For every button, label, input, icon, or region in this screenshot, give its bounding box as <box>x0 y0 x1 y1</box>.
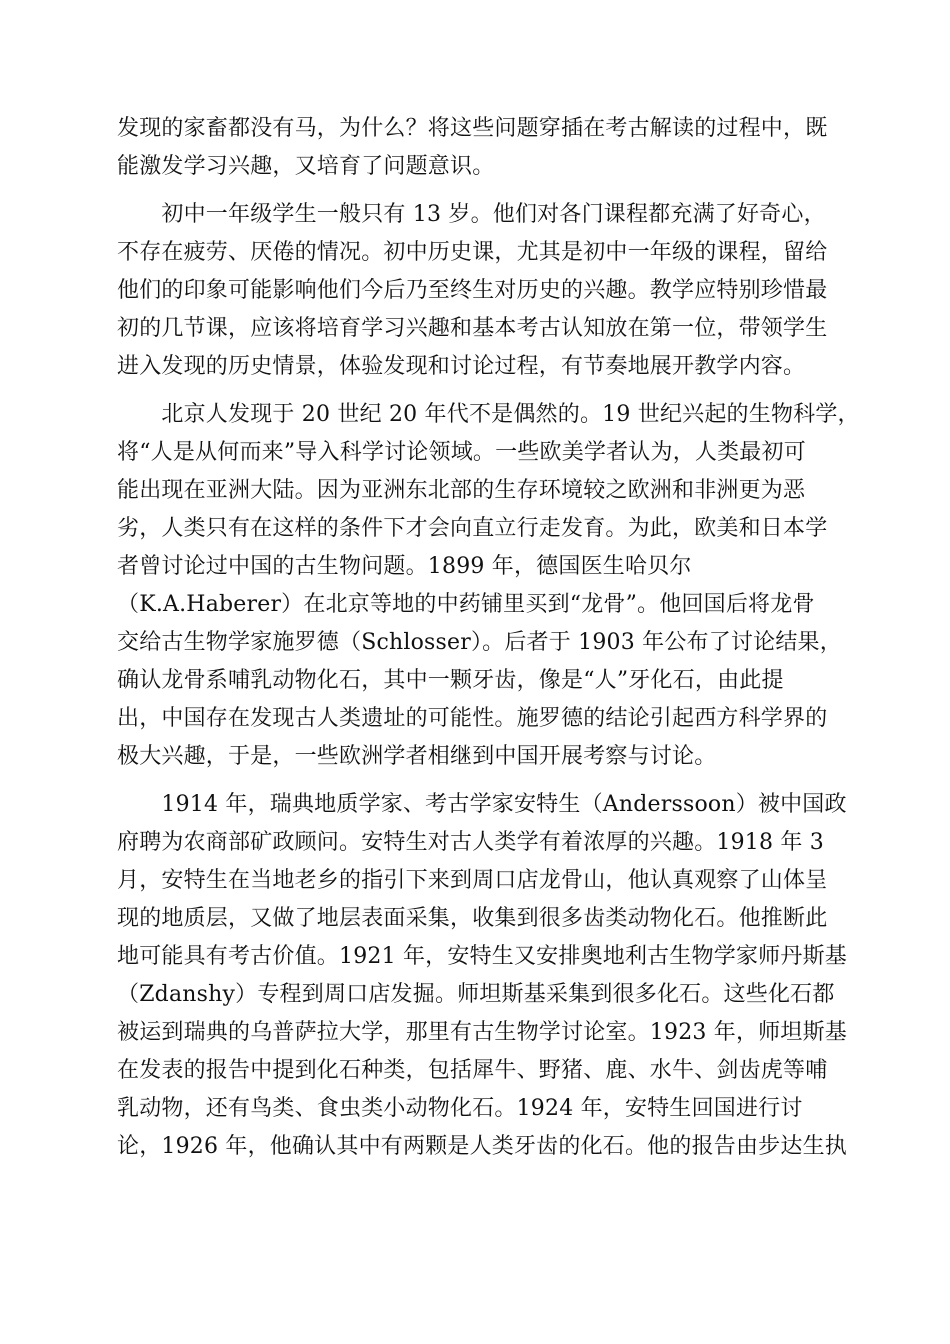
text-line: 能出现在亚洲大陆。因为亚洲东北部的生存环境较之欧洲和非洲更为恶 <box>117 478 806 503</box>
text-line: 乳动物，还有鸟类、食虫类小动物化石。1924 年，安特生回国进行讨 <box>117 1096 803 1121</box>
paragraph-4 <box>117 786 847 1166</box>
text-line: 进入发现的历史情景，体验发现和讨论过程，有节奏地展开教学内容。 <box>117 354 806 379</box>
text-line: 月，安特生在当地老乡的指引下来到周口店龙骨山，他认真观察了山体呈 <box>117 868 828 893</box>
text-line: 在发表的报告中提到化石种类，包括犀牛、野猪、鹿、水牛、剑齿虎等哺 <box>117 1058 828 1083</box>
text-line: 劣，人类只有在这样的条件下才会向直立行走发育。为此，欧美和日本学 <box>117 516 828 541</box>
text-line: 发现的家畜都没有马，为什么？将这些问题穿插在考古解读的过程中，既 <box>117 116 828 141</box>
text-line: 将“人是从何而来”导入科学讨论领域。一些欧美学者认为，人类最初可 <box>117 440 806 465</box>
text-line: （Zdanshy）专程到周口店发掘。师坦斯基采集到很多化石。这些化石都 <box>117 982 835 1007</box>
text-line: 北京人发现于 20 世纪 20 年代不是偶然的。19 世纪兴起的生物科学， <box>117 402 860 427</box>
paragraph-2 <box>117 196 842 386</box>
text-line: 不存在疲劳、厌倦的情况。初中历史课，尤其是初中一年级的课程，留给 <box>117 240 828 265</box>
text-line: 他们的印象可能影响他们今后乃至终生对历史的兴趣。教学应特别珍惜最 <box>117 278 828 303</box>
text-line: 出，中国存在发现古人类遗址的可能性。施罗德的结论引起西方科学界的 <box>117 706 828 731</box>
text-line: 交给古生物学家施罗德（Schlosser）。后者于 1903 年公布了讨论结果， <box>117 630 842 655</box>
text-line: 府聘为农商部矿政顾问。安特生对古人类学有着浓厚的兴趣。1918 年 3 <box>117 830 824 855</box>
text-line: 1914 年，瑞典地质学家、考古学家安特生（Anderssoon）被中国政 <box>117 792 847 817</box>
text-line: 初中一年级学生一般只有 13 岁。他们对各门课程都充满了好奇心， <box>117 202 826 227</box>
paragraph-3 <box>117 396 860 776</box>
text-line: 者曾讨论过中国的古生物问题。1899 年，德国医生哈贝尔 <box>117 554 692 579</box>
document-body <box>117 110 860 1166</box>
paragraph-1 <box>117 110 842 186</box>
text-line: 初的几节课，应该将培育学习兴趣和基本考古认知放在第一位，带领学生 <box>117 316 828 341</box>
text-line: 极大兴趣，于是，一些欧洲学者相继到中国开展考察与讨论。 <box>117 744 717 769</box>
text-line: 确认龙骨系哺乳动物化石，其中一颗牙齿，像是“人”牙化石，由此提 <box>117 668 784 693</box>
text-line: 论，1926 年，他确认其中有两颗是人类牙齿的化石。他的报告由步达生执 <box>117 1134 847 1159</box>
text-line: （K.A.Haberer）在北京等地的中药铺里买到“龙骨”。他回国后将龙骨 <box>117 592 815 617</box>
text-line: 被运到瑞典的乌普萨拉大学，那里有古生物学讨论室。1923 年，师坦斯基 <box>117 1020 847 1045</box>
text-line: 地可能具有考古价值。1921 年，安特生又安排奥地利古生物学家师丹斯基 <box>117 944 847 969</box>
text-line: 能激发学习兴趣，又培育了问题意识。 <box>117 154 495 179</box>
text-line: 现的地质层，又做了地层表面采集，收集到很多齿类动物化石。他推断此 <box>117 906 828 931</box>
